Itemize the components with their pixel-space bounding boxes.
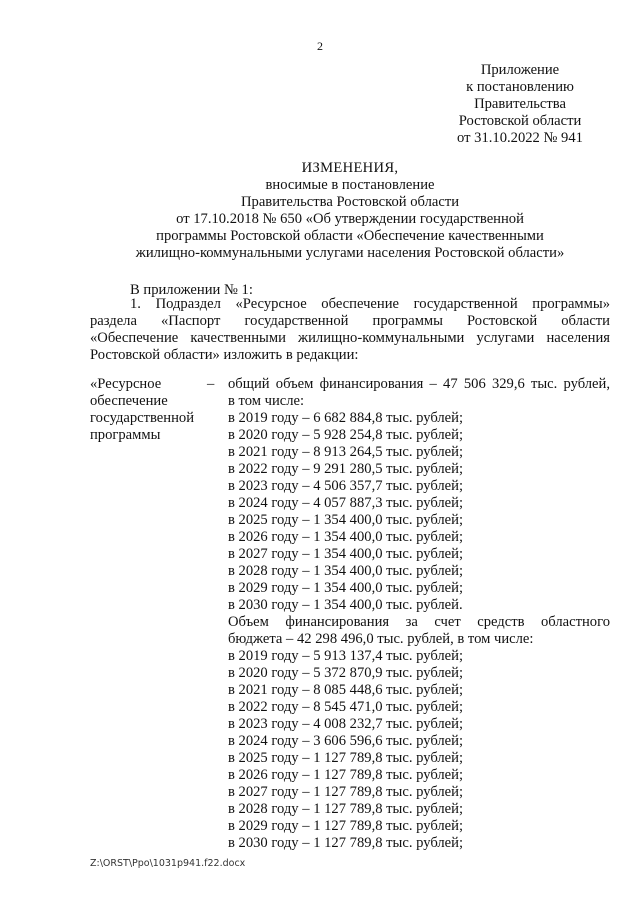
subtitle-line: Правительства Ростовской области xyxy=(240,194,460,210)
regional-year-line: в 2022 году – 8 545 471,0 тыс. рублей; xyxy=(228,699,464,715)
resource-label xyxy=(90,376,210,444)
total-year-line: в 2024 году – 4 057 887,3 тыс. рублей; xyxy=(228,495,464,511)
resource-label-line: государственной xyxy=(90,410,195,426)
total-year-line: в 2028 году – 1 354 400,0 тыс. рублей; xyxy=(228,563,464,579)
total-line: в том числе: xyxy=(228,393,305,409)
total-year-line: в 2027 году – 1 354 400,0 тыс. рублей; xyxy=(228,546,464,562)
appendix-line: Правительства xyxy=(474,96,566,112)
total-year-line: в 2030 году – 1 354 400,0 тыс. рублей. xyxy=(228,597,463,613)
appendix-line: Приложение xyxy=(480,62,560,78)
regional-year-line: в 2030 году – 1 127 789,8 тыс. рублей; xyxy=(228,835,464,851)
paragraph-line: 1. Подраздел «Ресурсное обеспечение государственной программы» xyxy=(130,296,610,312)
appendix-block xyxy=(420,62,620,147)
paragraph-1 xyxy=(90,296,610,364)
regional-year-line: в 2021 году – 8 085 448,6 тыс. рублей; xyxy=(228,682,464,698)
regional-year-line: в 2026 году – 1 127 789,8 тыс. рублей; xyxy=(228,767,464,783)
subtitle-line: вносимые в постановление xyxy=(265,177,435,193)
appendix-line: Ростовской области xyxy=(458,113,582,129)
subtitle-line: программы Ростовской области «Обеспечение качественными xyxy=(156,228,544,244)
total-line: общий объем финансирования – 47 506 329,6 тыс. рублей, xyxy=(228,376,610,392)
document-title-block xyxy=(90,160,610,262)
regional-year-line: в 2024 году – 3 606 596,6 тыс. рублей; xyxy=(228,733,464,749)
total-year-line: в 2025 году – 1 354 400,0 тыс. рублей; xyxy=(228,512,464,528)
file-path-footer: Z:\ORST\Ppo\1031p941.f22.docx xyxy=(90,858,246,869)
page-number: 2 xyxy=(317,39,323,53)
paragraph-line: «Обеспечение качественными жилищно-коммунальными услугами населения xyxy=(90,330,610,346)
total-year-line: в 2020 году – 5 928 254,8 тыс. рублей; xyxy=(228,427,464,443)
dash-separator: – xyxy=(207,376,215,392)
total-year-line: в 2023 году – 4 506 357,7 тыс. рублей; xyxy=(228,478,464,494)
regional-year-line: в 2019 году – 5 913 137,4 тыс. рублей; xyxy=(228,648,464,664)
paragraph-line: Ростовской области» изложить в редакции: xyxy=(90,347,359,363)
total-year-line: в 2026 году – 1 354 400,0 тыс. рублей; xyxy=(228,529,464,545)
total-year-line: в 2029 году – 1 354 400,0 тыс. рублей; xyxy=(228,580,464,596)
document-title: ИЗМЕНЕНИЯ, xyxy=(301,160,399,176)
subtitle-line: от 17.10.2018 № 650 «Об утверждении государственной xyxy=(176,211,524,227)
regional-year-line: в 2025 году – 1 127 789,8 тыс. рублей; xyxy=(228,750,464,766)
resource-label-line: «Ресурсное xyxy=(90,376,162,392)
regional-line: Объем финансирования за счет средств областного xyxy=(228,614,610,630)
resource-label-line: программы xyxy=(90,427,161,443)
appendix-line: к постановлению xyxy=(466,79,574,95)
appendix-line: от 31.10.2022 № 941 xyxy=(457,130,583,146)
subtitle-line: жилищно-коммунальными услугами населения Ростовской области» xyxy=(135,245,565,261)
regional-year-line: в 2023 году – 4 008 232,7 тыс. рублей; xyxy=(228,716,464,732)
regional-year-line: в 2028 году – 1 127 789,8 тыс. рублей; xyxy=(228,801,464,817)
total-year-line: в 2022 году – 9 291 280,5 тыс. рублей; xyxy=(228,461,464,477)
resource-body xyxy=(228,376,610,852)
total-year-line: в 2019 году – 6 682 884,8 тыс. рублей; xyxy=(228,410,464,426)
resource-label-line: обеспечение xyxy=(90,393,168,409)
regional-line: бюджета – 42 298 496,0 тыс. рублей, в том числе: xyxy=(228,631,534,647)
total-year-line: в 2021 году – 8 913 264,5 тыс. рублей; xyxy=(228,444,464,460)
regional-year-line: в 2029 году – 1 127 789,8 тыс. рублей; xyxy=(228,818,464,834)
regional-year-line: в 2027 году – 1 127 789,8 тыс. рублей; xyxy=(228,784,464,800)
intro-text: В приложении № 1: xyxy=(130,282,253,298)
regional-year-line: в 2020 году – 5 372 870,9 тыс. рублей; xyxy=(228,665,464,681)
paragraph-line: раздела «Паспорт государственной программы Ростовской области xyxy=(90,313,610,329)
